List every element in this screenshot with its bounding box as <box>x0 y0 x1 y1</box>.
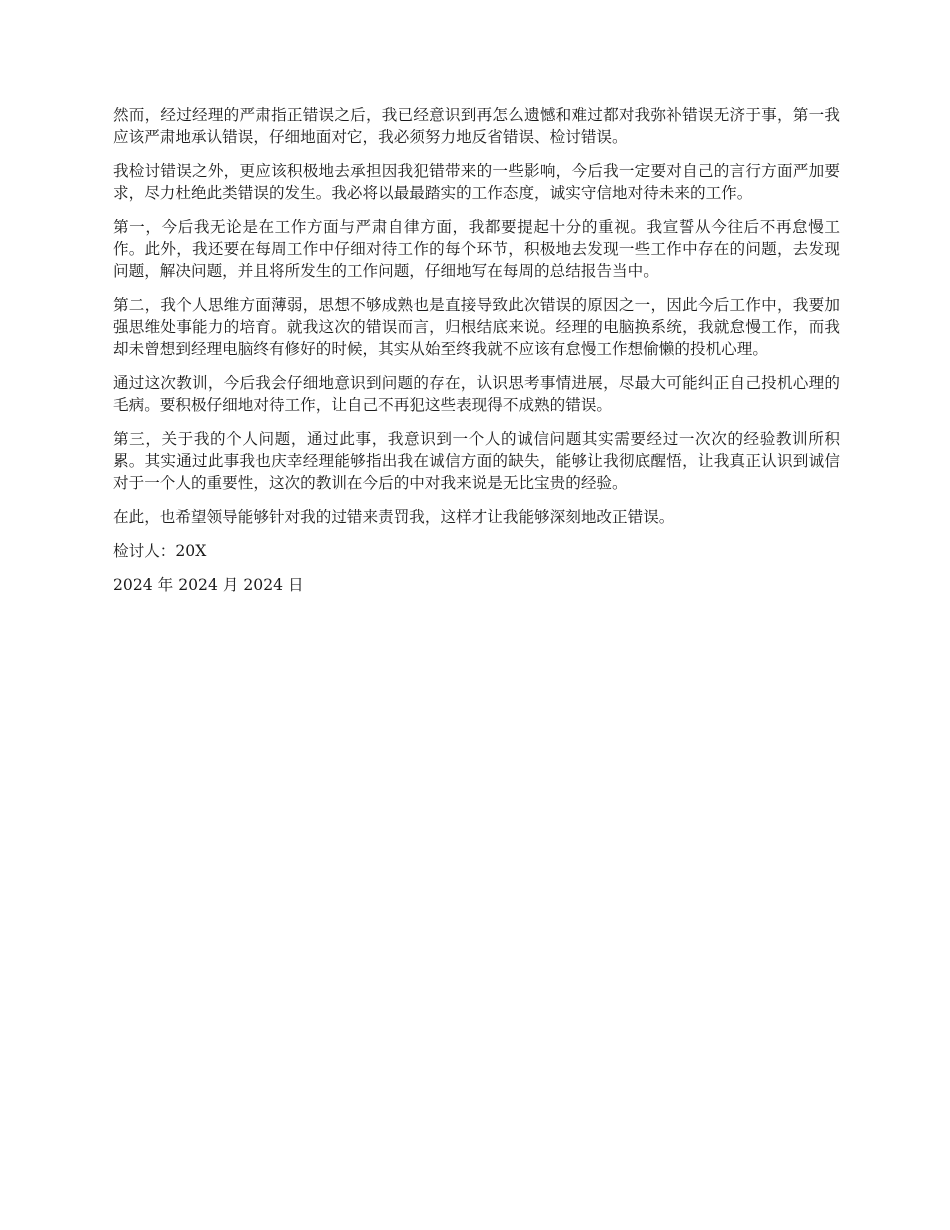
paragraph-5: 通过这次教训，今后我会仔细地意识到问题的存在，认识思考事情进展，尽最大可能纠正自己投机心理的毛病。要积极仔细地对待工作，让自己不再犯这些表现得不成熟的错误。 <box>113 374 840 414</box>
paragraph-3: 第一，今后我无论是在工作方面与严肃自律方面，我都要提起十分的重视。我宣誓从今往后不再怠慢工作。此外，我还要在每周工作中仔细对待工作的每个环节，积极地去发现一些工作中存在的问题，去发现问题，解决问题，并且将所发生的工作问题，仔细地写在每周的总结报告当中。 <box>113 218 840 280</box>
paragraph-4: 第二，我个人思维方面薄弱，思想不够成熟也是直接导致此次错误的原因之一，因此今后工作中，我要加强思维处事能力的培育。就我这次的错误而言，归根结底来说。经理的电脑换系统，我就怠慢工作，而我却未曾想到经理电脑终有修好的时候，其实从始至终我就不应该有怠慢工作想偷懒的投机心理。 <box>113 296 840 358</box>
document-body <box>113 104 840 608</box>
paragraph-1: 然而，经过经理的严肃指正错误之后，我已经意识到再怎么遗憾和难过都对我弥补错误无济于事，第一我应该严肃地承认错误，仔细地面对它，我必须努力地反省错误、检讨错误。 <box>113 106 840 146</box>
signature-line: 检讨人：20X <box>113 542 207 560</box>
paragraph-2: 我检讨错误之外，更应该积极地去承担因我犯错带来的一些影响，今后我一定要对自己的言行方面严加要求，尽力杜绝此类错误的发生。我必将以最最踏实的工作态度，诚实守信地对待未来的工作。 <box>113 162 840 202</box>
paragraph-6: 第三，关于我的个人问题，通过此事，我意识到一个人的诚信问题其实需要经过一次次的经验教训所积累。其实通过此事我也庆幸经理能够指出我在诚信方面的缺失，能够让我彻底醒悟，让我真正认识到诚信对于一个人的重要性，这次的教训在今后的中对我来说是无比宝贵的经验。 <box>113 430 840 492</box>
date-line: 2024 年 2024 月 2024 日 <box>113 576 304 594</box>
paragraph-7: 在此，也希望领导能够针对我的过错来责罚我，这样才让我能够深刻地改正错误。 <box>113 508 675 526</box>
